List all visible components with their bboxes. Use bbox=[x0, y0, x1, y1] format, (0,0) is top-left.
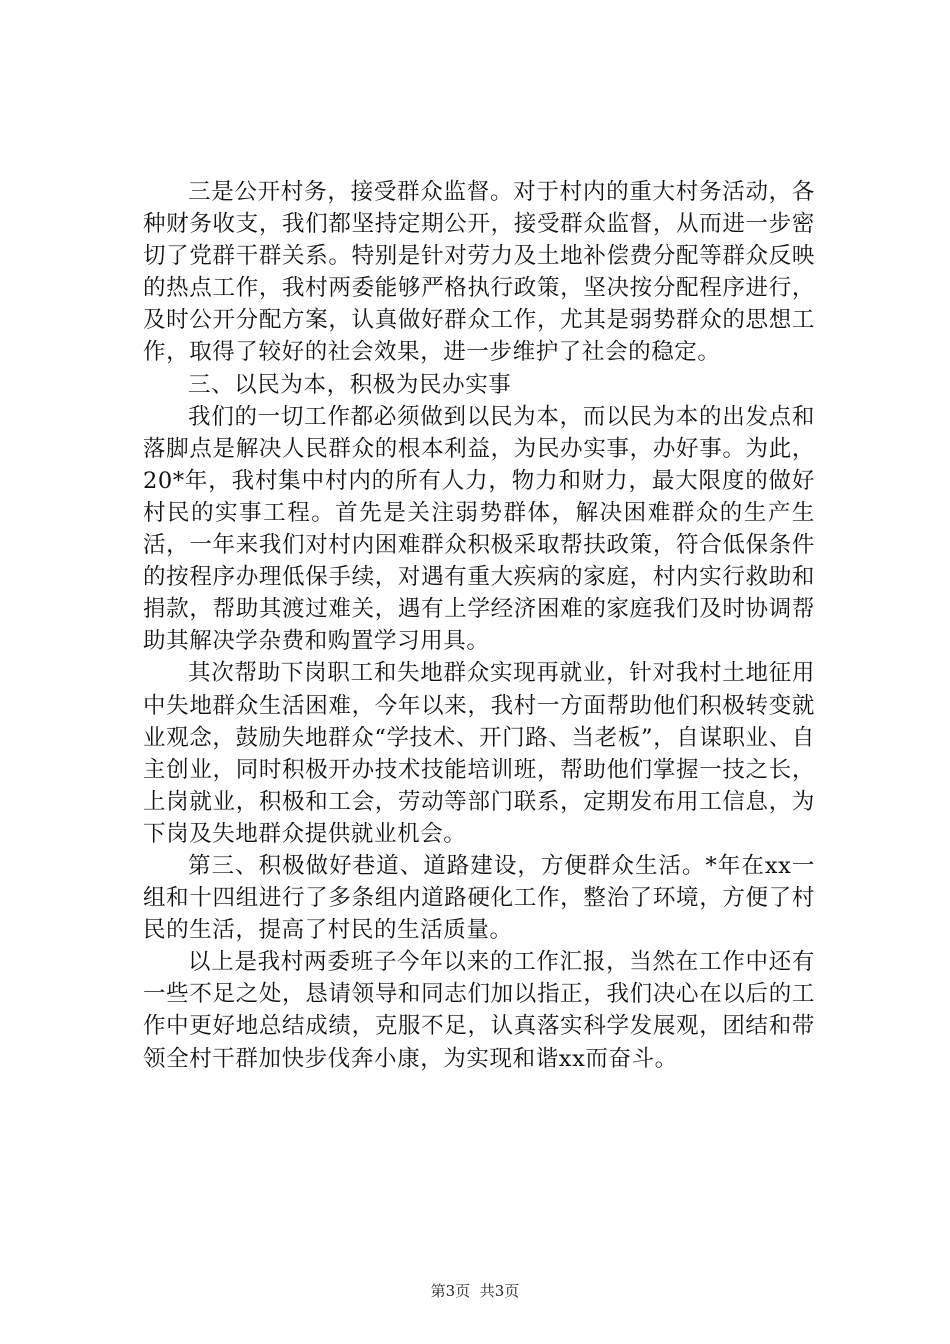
paragraph-conclusion: 以上是我村两委班子今年以来的工作汇报，当然在工作中还有一些不足之处，恳请领导和同志们加以指正，我们决心在以后的工作中更好地总结成绩，克服不足，认真落实科学发展观，团结和带领全村干群加快步伐奔小康，为实现和谐xx而奋斗。 bbox=[143, 949, 815, 1072]
section-heading-people-first: 三、以民为本，积极为民办实事 bbox=[188, 371, 512, 398]
paragraph-village-affairs: 三是公开村务，接受群众监督。对于村内的重大村务活动，各种财务收支，我们都坚持定期公开，接受群众监督，从而进一步密切了党群干群关系。特别是针对劳力及土地补偿费分配等群众反映的热点工作，我村两委能够严格执行政策，坚决按分配程序进行，及时公开分配方案，认真做好群众工作，尤其是弱势群众的思想工作，取得了较好的社会效果，进一步维护了社会的稳定。 bbox=[143, 179, 815, 366]
paragraph-people-first: 我们的一切工作都必须做到以民为本，而以民为本的出发点和落脚点是解决人民群众的根本利益，为民办实事，办好事。为此，20*年，我村集中村内的所有人力，物力和财力，最大限度的做好村民的实事工程。首先是关注弱势群体，解决困难群众的生产生活，一年来我们对村内困难群众积极采取帮扶政策，符合低保条件的按程序办理低保手续，对遇有重大疾病的家庭，村内实行救助和捐款，帮助其渡过难关，遇有上学经济困难的家庭我们及时协调帮助其解决学杂费和购置学习用具。 bbox=[143, 403, 815, 655]
document-body bbox=[143, 176, 815, 1075]
page-number: 第3页 bbox=[430, 1282, 471, 1300]
page-total: 共3页 bbox=[479, 1282, 520, 1300]
paragraph-reemployment: 其次帮助下岗职工和失地群众实现再就业，针对我村土地征用中失地群众生活困难，今年以来，我村一方面帮助他们积极转变就业观念，鼓励失地群众“学技术、开门路、当老板”，自谋职业、自主创业，同时积极开办技术技能培训班，帮助他们掌握一技之长，上岗就业，积极和工会，劳动等部门联系，定期发布用工信息，为下岗及失地群众提供就业机会。 bbox=[143, 660, 815, 847]
page-footer bbox=[0, 1281, 950, 1301]
paragraph-road-construction: 第三、积极做好巷道、道路建设，方便群众生活。*年在xx一组和十四组进行了多条组内道路硬化工作，整治了环境，方便了村民的生活，提高了村民的生活质量。 bbox=[143, 852, 815, 944]
